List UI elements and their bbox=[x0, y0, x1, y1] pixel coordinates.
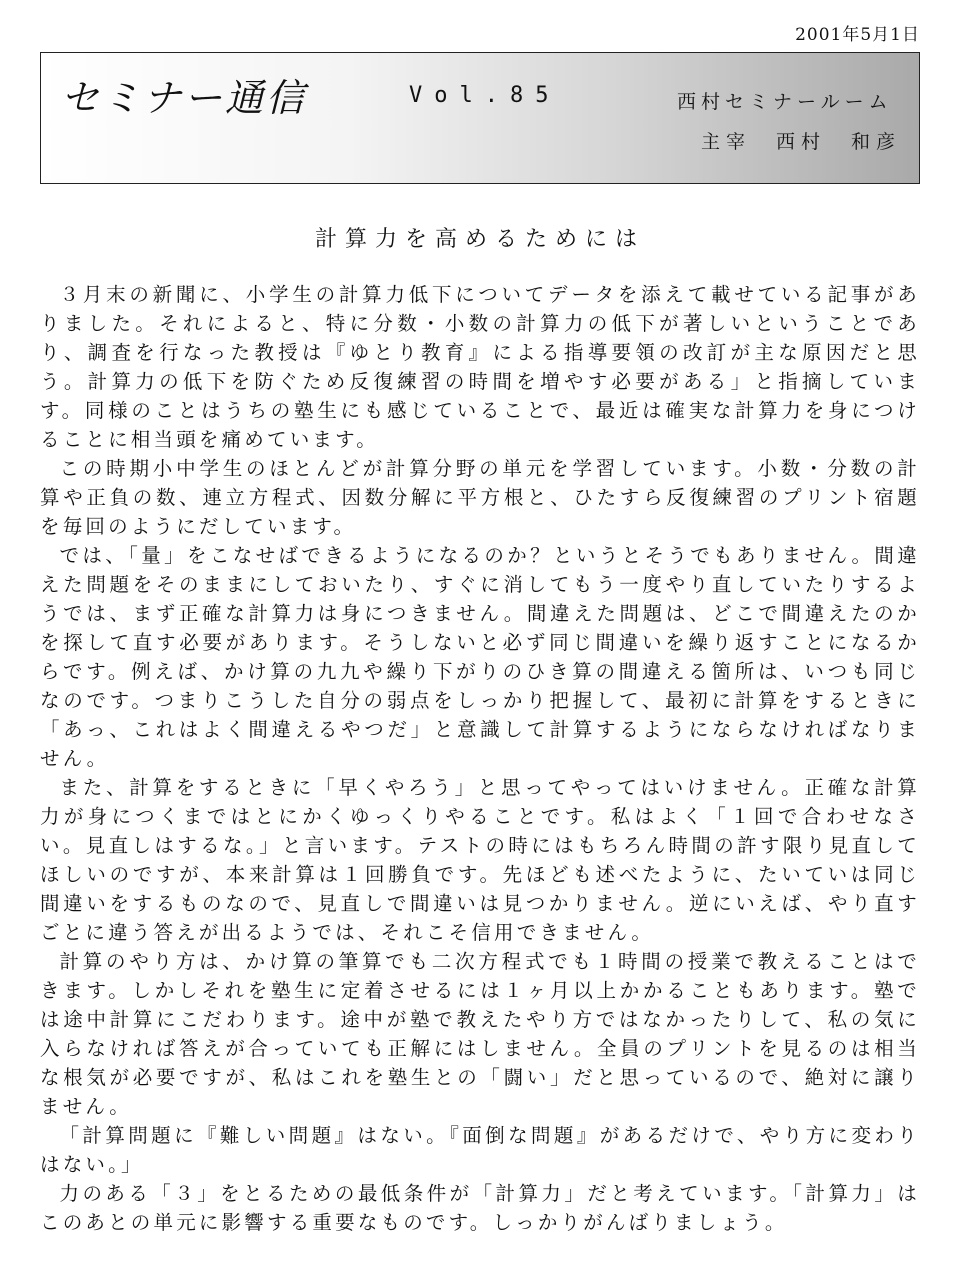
issue-date: 2001年5月1日 bbox=[795, 25, 920, 45]
article-paragraph: 「計算問題に『難しい問題』はない。『面倒な問題』があるだけで、やり方に変わりはない。」 bbox=[40, 1124, 920, 1176]
article-paragraph: また、計算をするときに「早くやろう」と思ってやってはいけません。正確な計算力が身につくまではとにかくゆっくりやることです。私はよく「１回で合わせなさい。見直しはするな。」と言います。テストの時にはもちろん時間の許す限り見直してほしいのですが、本来計算は１回勝負です。先ほども述べたように、たいていは同じ間違いをするものなので、見直しで間違いは見つかりません。逆にいえば、やり直すごとに違う答えが出るようでは、それこそ信用できません。 bbox=[40, 776, 920, 944]
article-body bbox=[40, 280, 920, 1237]
article-paragraph: この時期小中学生のほとんどが計算分野の単元を学習しています。小数・分数の計算や正負の数、連立方程式、因数分解に平方根と、ひたすら反復練習のプリント宿題を毎回のようにだしています。 bbox=[40, 457, 920, 538]
article-paragraph: 計算のやり方は、かけ算の筆算でも二次方程式でも１時間の授業で教えることはできます。しかしそれを塾生に定着させるには１ヶ月以上かかることもあります。塾では途中計算にこだわります。途中が塾で教えたやり方ではなかったりして、私の気に入らなければ答えが合っていても正解にはしません。全員のプリントを見るのは相当な根気が必要ですが、私はこれを塾生との「闘い」だと思っているので、絶対に譲りません。 bbox=[40, 950, 920, 1118]
host-name: 主宰 西村 和彦 bbox=[701, 131, 902, 153]
organization-name: 西村セミナールーム bbox=[677, 91, 893, 113]
article-paragraph: ３月末の新聞に、小学生の計算力低下についてデータを添えて載せている記事がありました。それによると、特に分数・小数の計算力の低下が著しいということであり、調査を行なった教授は『ゆとり教育』による指導要領の改訂が主な原因だと思う。計算力の低下を防ぐため反復練習の時間を増やす必要がある」と指摘しています。同様のことはうちの塾生にも感じていることで、最近は確実な計算力を身につけることに相当頭を痛めています。 bbox=[40, 283, 920, 451]
newsletter-volume: Vol.85 bbox=[409, 83, 561, 108]
article-title: 計算力を高めるためには bbox=[314, 227, 645, 252]
article-paragraph: では、「量」をこなせばできるようになるのか？というとそうでもありません。間違えた問題をそのままにしておいたり、すぐに消してもう一度やり直していたりするようでは、まず正確な計算力は身につきません。間違えた問題は、どこで間違えたのかを探して直す必要があります。そうしないと必ず同じ間違いを繰り返すことになるからです。例えば、かけ算の九九や繰り下がりのひき算の間違える箇所は、いつも同じなのです。つまりこうした自分の弱点をしっかり把握して、最初に計算をするときに「あっ、これはよく間違えるやつだ」と意識して計算するようにならなければなりません。 bbox=[40, 544, 920, 770]
newsletter-title: セミナー通信 bbox=[61, 76, 308, 120]
newsletter-header bbox=[40, 52, 920, 184]
article-paragraph: 力のある「３」をとるための最低条件が「計算力」だと考えています。「計算力」はこのあとの単元に影響する重要なものです。しっかりがんばりましょう。 bbox=[40, 1182, 920, 1234]
